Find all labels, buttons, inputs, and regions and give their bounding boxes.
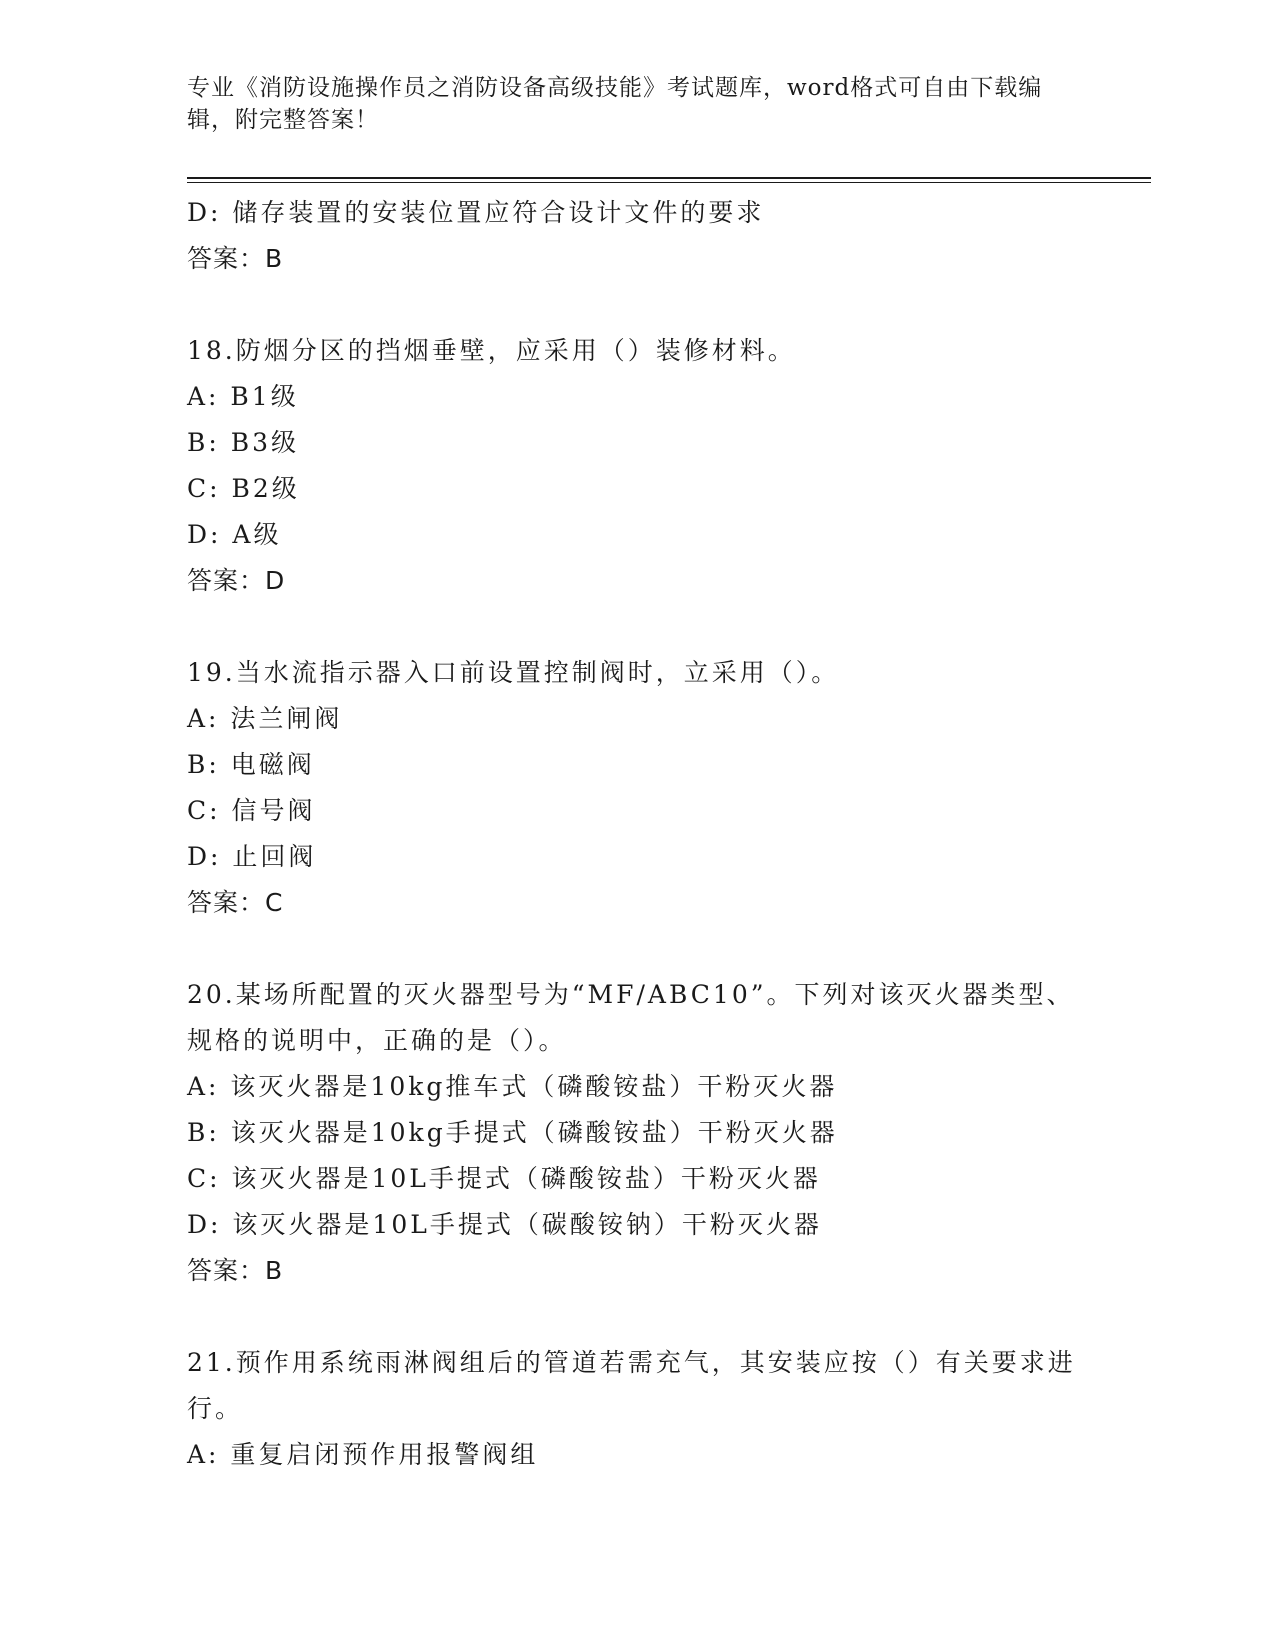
- option-b: B: B3级: [187, 428, 300, 457]
- option-a: A: 重复启闭预作用报警阀组: [187, 1440, 539, 1469]
- option-d: D: 该灭火器是10L手提式（碳酸铵钠）干粉灭火器: [187, 1210, 822, 1239]
- question-stem: 20.某场所配置的灭火器型号为“MF/ABC10”。下列对该灭火器类型、规格的说明中，正确的是（）。: [187, 980, 1075, 1055]
- answer-label: 答案：D: [187, 566, 286, 595]
- option-d: D: 止回阀: [187, 842, 317, 871]
- question-list: [187, 190, 1087, 1478]
- document-header: 专业《消防设施操作员之消防设备高级技能》考试题库，word格式可自由下载编辑，附完整答案！: [187, 75, 1043, 133]
- option-d: D: 储存装置的安装位置应符合设计文件的要求: [187, 198, 765, 227]
- answer-label: 答案：B: [187, 244, 284, 273]
- option-b: B: 电磁阀: [187, 750, 315, 779]
- option-c: C: 信号阀: [187, 796, 316, 825]
- option-b: B: 该灭火器是10kg手提式（磷酸铵盐）干粉灭火器: [187, 1118, 838, 1147]
- answer-label: 答案：B: [187, 1256, 284, 1285]
- answer-label: 答案：C: [187, 888, 284, 917]
- question-stem: 21.预作用系统雨淋阀组后的管道若需充气，其安装应按（）有关要求进行。: [187, 1348, 1076, 1423]
- option-a: A: 该灭火器是10kg推车式（磷酸铵盐）干粉灭火器: [187, 1072, 838, 1101]
- option-c: C: 该灭火器是10L手提式（磷酸铵盐）干粉灭火器: [187, 1164, 821, 1193]
- option-a: A: B1级: [187, 382, 299, 411]
- question-stem: 19.当水流指示器入口前设置控制阀时，立采用（）。: [187, 658, 840, 687]
- question-stem: 18.防烟分区的挡烟垂壁，应采用（）装修材料。: [187, 336, 796, 365]
- option-d: D: A级: [187, 520, 282, 549]
- header-divider-thin: [187, 182, 1151, 183]
- header-divider-thick: [187, 177, 1151, 179]
- option-a: A: 法兰闸阀: [187, 704, 343, 733]
- option-c: C: B2级: [187, 474, 300, 503]
